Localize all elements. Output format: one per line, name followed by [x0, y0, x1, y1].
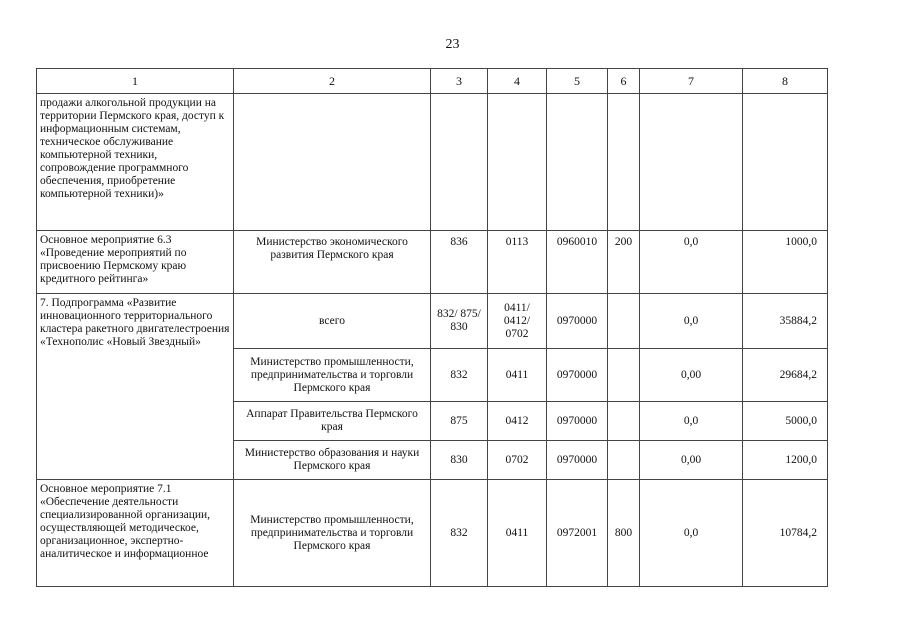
grbs-cell: 832/ 875/ 830 — [431, 294, 488, 349]
budget-table — [36, 68, 828, 587]
column-header: 4 — [488, 69, 547, 94]
column-header: 2 — [234, 69, 431, 94]
executor-cell: всего — [234, 294, 431, 349]
amount-cell: 29684,2 — [743, 349, 828, 402]
value-cell: 0,0 — [640, 294, 743, 349]
value-cell: 0,0 — [640, 231, 743, 294]
measure-name-cell: продажи алкогольной продукции на территории Пермского края, доступ к информационным системам, техническое обслуживание компьютерной техники, сопровождение программного обеспечения, приобретение компьютерной техники)» — [37, 94, 234, 231]
expense-type-cell — [608, 294, 640, 349]
amount-cell: 10784,2 — [743, 480, 828, 587]
expense-type-cell — [608, 441, 640, 480]
executor-cell: Министерство промышленности, предпринимательства и торговли Пермского края — [234, 349, 431, 402]
grbs-cell: 836 — [431, 231, 488, 294]
table-row — [37, 94, 828, 231]
target-article-cell: 0972001 — [547, 480, 608, 587]
table-row — [37, 231, 828, 294]
expense-type-cell — [608, 349, 640, 402]
table-header-row — [37, 69, 828, 94]
column-header: 5 — [547, 69, 608, 94]
target-article-cell: 0970000 — [547, 349, 608, 402]
amount-cell: 35884,2 — [743, 294, 828, 349]
value-cell: 0,0 — [640, 480, 743, 587]
target-article-cell: 0960010 — [547, 231, 608, 294]
measure-name-cell: 7. Подпрограмма «Развитие инновационного территориального кластера ракетного двигателестроения «Технополис «Новый Звездный» — [37, 294, 234, 480]
executor-cell: Министерство экономического развития Пермского края — [234, 231, 431, 294]
executor-cell: Министерство промышленности, предпринимательства и торговли Пермского края — [234, 480, 431, 587]
executor-cell: Аппарат Правительства Пермского края — [234, 402, 431, 441]
target-article-cell: 0970000 — [547, 441, 608, 480]
column-header: 7 — [640, 69, 743, 94]
amount-cell — [743, 94, 828, 231]
measure-name-cell: Основное мероприятие 6.3 «Проведение мероприятий по присвоению Пермскому краю кредитного рейтинга» — [37, 231, 234, 294]
column-header: 1 — [37, 69, 234, 94]
value-cell — [640, 94, 743, 231]
table-row — [37, 480, 828, 587]
expense-type-cell: 800 — [608, 480, 640, 587]
grbs-cell: 832 — [431, 349, 488, 402]
expense-type-cell — [608, 402, 640, 441]
expense-type-cell — [608, 94, 640, 231]
grbs-cell: 830 — [431, 441, 488, 480]
executor-cell — [234, 94, 431, 231]
grbs-cell: 875 — [431, 402, 488, 441]
amount-cell: 5000,0 — [743, 402, 828, 441]
amount-cell: 1000,0 — [743, 231, 828, 294]
column-header: 6 — [608, 69, 640, 94]
section-cell: 0113 — [488, 231, 547, 294]
section-cell — [488, 94, 547, 231]
target-article-cell — [547, 94, 608, 231]
section-cell: 0412 — [488, 402, 547, 441]
expense-type-cell: 200 — [608, 231, 640, 294]
grbs-cell: 832 — [431, 480, 488, 587]
target-article-cell: 0970000 — [547, 294, 608, 349]
executor-cell: Министерство образования и науки Пермского края — [234, 441, 431, 480]
section-cell: 0411 — [488, 480, 547, 587]
page-number: 23 — [445, 37, 460, 52]
amount-cell: 1200,0 — [743, 441, 828, 480]
value-cell: 0,00 — [640, 441, 743, 480]
section-cell: 0411 — [488, 349, 547, 402]
column-header: 3 — [431, 69, 488, 94]
table-row — [37, 294, 828, 349]
column-header: 8 — [743, 69, 828, 94]
value-cell: 0,00 — [640, 349, 743, 402]
section-cell: 0411/ 0412/ 0702 — [488, 294, 547, 349]
target-article-cell: 0970000 — [547, 402, 608, 441]
measure-name-cell: Основное мероприятие 7.1 «Обеспечение деятельности специализированной организации, осуществляющей методическое, организационное, экспертно-аналитическое и информационное — [37, 480, 234, 587]
value-cell: 0,0 — [640, 402, 743, 441]
section-cell: 0702 — [488, 441, 547, 480]
grbs-cell — [431, 94, 488, 231]
